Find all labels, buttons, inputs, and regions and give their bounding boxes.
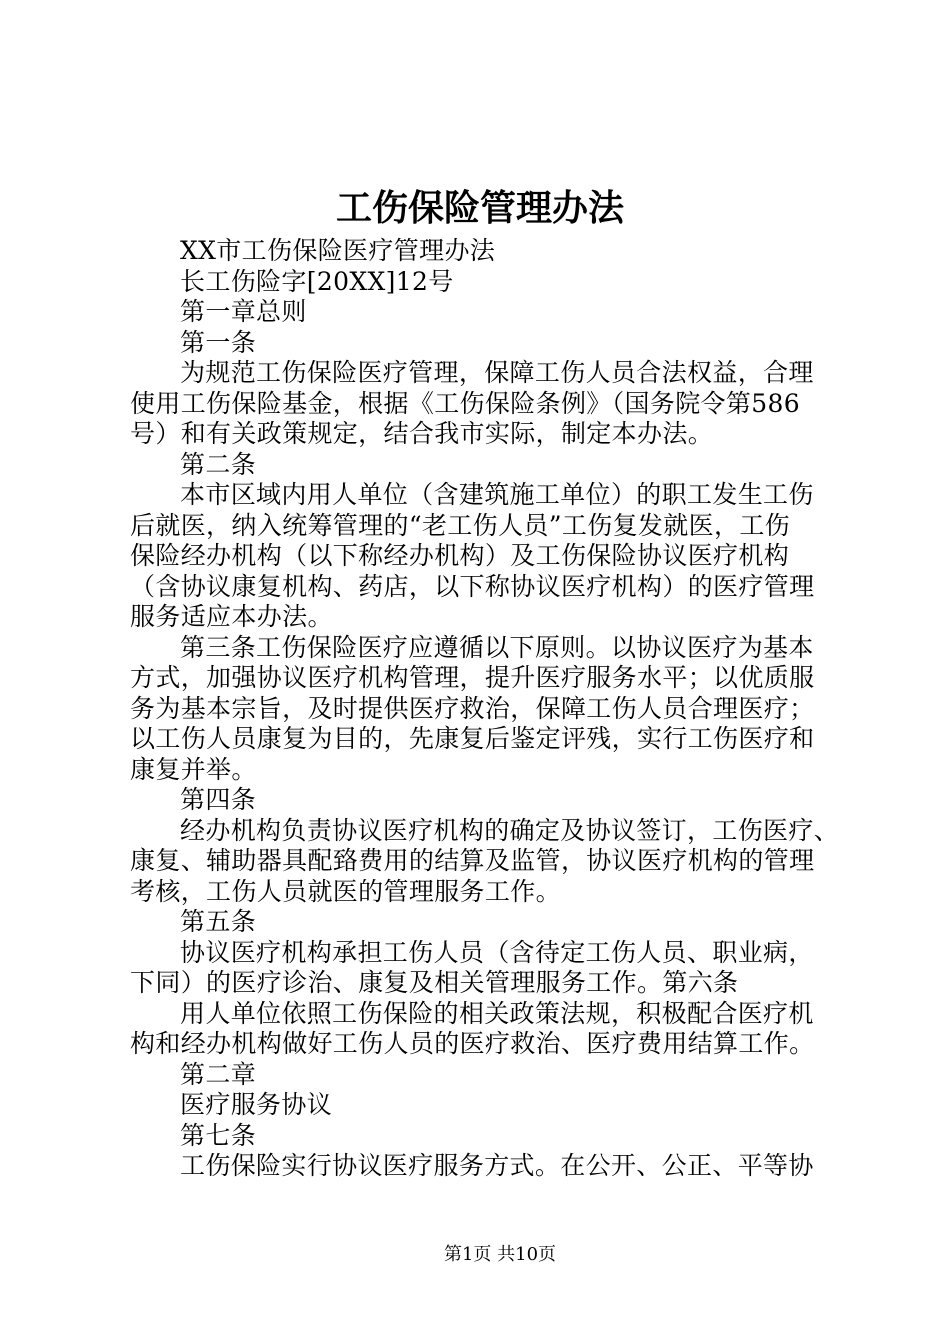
text-line: 康复、辅助器具配臵费用的结算及监管，协议医疗机构的管理: [130, 846, 815, 875]
text-line: 号）和有关政策规定，结合我市实际，制定本办法。: [130, 419, 714, 448]
text-line: 长工伤险字[20XX]12号: [180, 266, 454, 296]
text-line: 本市区域内用人单位（含建筑施工单位）的职工发生工伤: [180, 480, 814, 509]
text-line: 务为基本宗旨，及时提供医疗救治，保障工伤人员合理医疗；: [130, 693, 815, 723]
text-line: 第一条: [180, 327, 257, 357]
page-footer: 第1页 共10页: [443, 1244, 557, 1265]
text-line: 第四条: [180, 785, 257, 814]
text-line: 工伤保险实行协议医疗服务方式。在公开、公正、平等协: [180, 1151, 814, 1180]
text-line: 构和经办机构做好工伤人员的医疗救治、医疗费用结算工作。: [130, 1029, 815, 1058]
text-line: 用人单位依照工伤保险的相关政策法规，积极配合医疗机: [180, 998, 814, 1028]
text-line: XX市工伤保险医疗管理办法: [180, 236, 496, 265]
text-line: （含协议康复机构、药店，以下称协议医疗机构）的医疗管理: [130, 571, 815, 601]
text-line: 第七条: [180, 1120, 257, 1150]
document-body: [130, 236, 840, 1182]
text-line: 方式，加强协议医疗机构管理，提升医疗服务水平；以优质服: [130, 663, 815, 692]
text-line: 下同）的医疗诊治、康复及相关管理服务工作。第六条: [130, 968, 739, 997]
text-line: 以工伤人员康复为目的，先康复后鉴定评残，实行工伤医疗和: [130, 724, 815, 753]
text-line: 第二章: [180, 1059, 257, 1089]
text-line: 协议医疗机构承担工伤人员（含待定工伤人员、职业病，: [180, 937, 814, 967]
text-line: 保险经办机构（以下称经办机构）及工伤保险协议医疗机构: [130, 541, 790, 570]
text-line: 第三条工伤保险医疗应遵循以下原则。以协议医疗为基本: [180, 632, 814, 662]
text-line: 服务适应本办法。: [130, 602, 333, 631]
text-line: 第二条: [180, 449, 257, 479]
document-title: 工伤保险管理办法: [335, 187, 624, 229]
text-line: 经办机构负责协议医疗机构的确定及协议签订，工伤医疗、: [180, 815, 840, 845]
text-line: 医疗服务协议: [180, 1090, 333, 1119]
text-line: 康复并举。: [130, 754, 257, 784]
text-line: 第五条: [180, 907, 257, 936]
text-line: 使用工伤保险基金，根据《工伤保险条例》（国务院令第586: [130, 388, 801, 418]
text-line: 为规范工伤保险医疗管理，保障工伤人员合法权益，合理: [180, 358, 814, 387]
text-line: 考核，工伤人员就医的管理服务工作。: [130, 876, 561, 906]
text-line: 后就医，纳入统筹管理的“老工伤人员”工伤复发就医，工伤: [130, 510, 791, 540]
text-line: 第一章总则: [180, 297, 307, 326]
